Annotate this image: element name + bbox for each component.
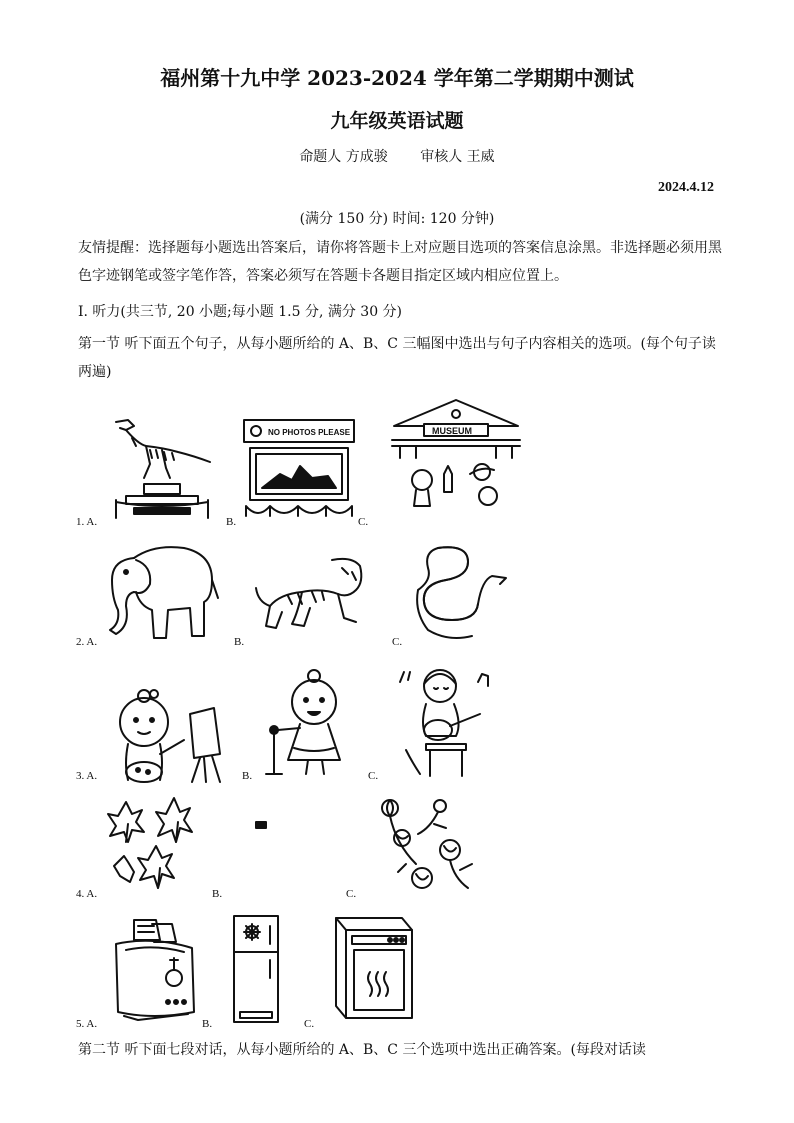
- leaves-icon: [104, 794, 210, 898]
- q2-label-a: 2. A.: [76, 636, 98, 648]
- q3-label-c: C.: [368, 770, 379, 782]
- q5-label-b: B.: [202, 1018, 213, 1030]
- no-photos-sign: NO PHOTOS PLEASE: [268, 428, 351, 437]
- setter: 命题人 方成骏: [299, 149, 388, 165]
- q3-label-b: B.: [242, 770, 253, 782]
- q2-label-b: B.: [234, 636, 245, 648]
- q1-label-c: C.: [358, 516, 369, 528]
- q5-label-c: C.: [304, 1018, 315, 1030]
- q1-label-b: B.: [226, 516, 237, 528]
- girl-playing-guitar-icon: [396, 664, 496, 780]
- girl-singing-icon: [260, 668, 360, 778]
- toaster-icon: [104, 916, 200, 1024]
- q3-label-a: 3. A.: [76, 770, 98, 782]
- tips-paragraph: 友情提醒：选择题每小题选出答案后，请你将答题卡上对应题目选项的答案信息涂黑。非选择题必须用黑色字迹钢笔或签字笔作答，答案必须写在答题卡各题目指定区域内相应位置上。: [78, 240, 722, 284]
- flowers-icon: [376, 794, 482, 900]
- blank-option-icon: [254, 820, 268, 832]
- no-photos-exhibit-icon: [240, 416, 358, 524]
- q2-label-c: C.: [392, 636, 403, 648]
- exam-subtitle: 九年级英语试题: [330, 110, 464, 132]
- q1-label-a: 1. A.: [76, 516, 98, 528]
- snake-icon: [408, 540, 512, 644]
- authors-line: [0, 146, 794, 166]
- q4-label-c: C.: [346, 888, 357, 900]
- exam-date: 2024.4.12: [658, 180, 714, 195]
- dinosaur-skeleton-icon: [104, 416, 220, 522]
- score-time: (满分 150 分) 时间: 120 分钟): [299, 211, 495, 227]
- dishwasher-icon: [330, 914, 418, 1024]
- q5-label-a: 5. A.: [76, 1018, 98, 1030]
- tiger-icon: [252, 552, 368, 634]
- section2-instructions: 第二节 听下面七段对话，从每小题所给的 A、B、C 三个选项中选出正确答案。(每段对话读: [78, 1042, 646, 1058]
- girl-painting-icon: [104, 684, 230, 784]
- q4-label-a: 4. A.: [76, 888, 98, 900]
- elephant-icon: [104, 540, 220, 644]
- space-museum-icon: [388, 396, 524, 526]
- museum-sign: MUSEUM: [432, 426, 472, 436]
- section1-instructions: 第一节 听下面五个句子，从每小题所给的 A、B、C 三幅图中选出与句子内容相关的选项。(每个句子读两遍): [78, 336, 716, 380]
- q4-label-b: B.: [212, 888, 223, 900]
- reviewer: 审核人 王威: [420, 149, 495, 165]
- exam-title: 福州第十九中学 2023-2024 学年第二学期期中测试: [160, 66, 634, 90]
- fridge-icon: [230, 912, 282, 1026]
- part1-heading: Ⅰ. 听力(共三节, 20 小题;每小题 1.5 分, 满分 30 分): [78, 304, 403, 320]
